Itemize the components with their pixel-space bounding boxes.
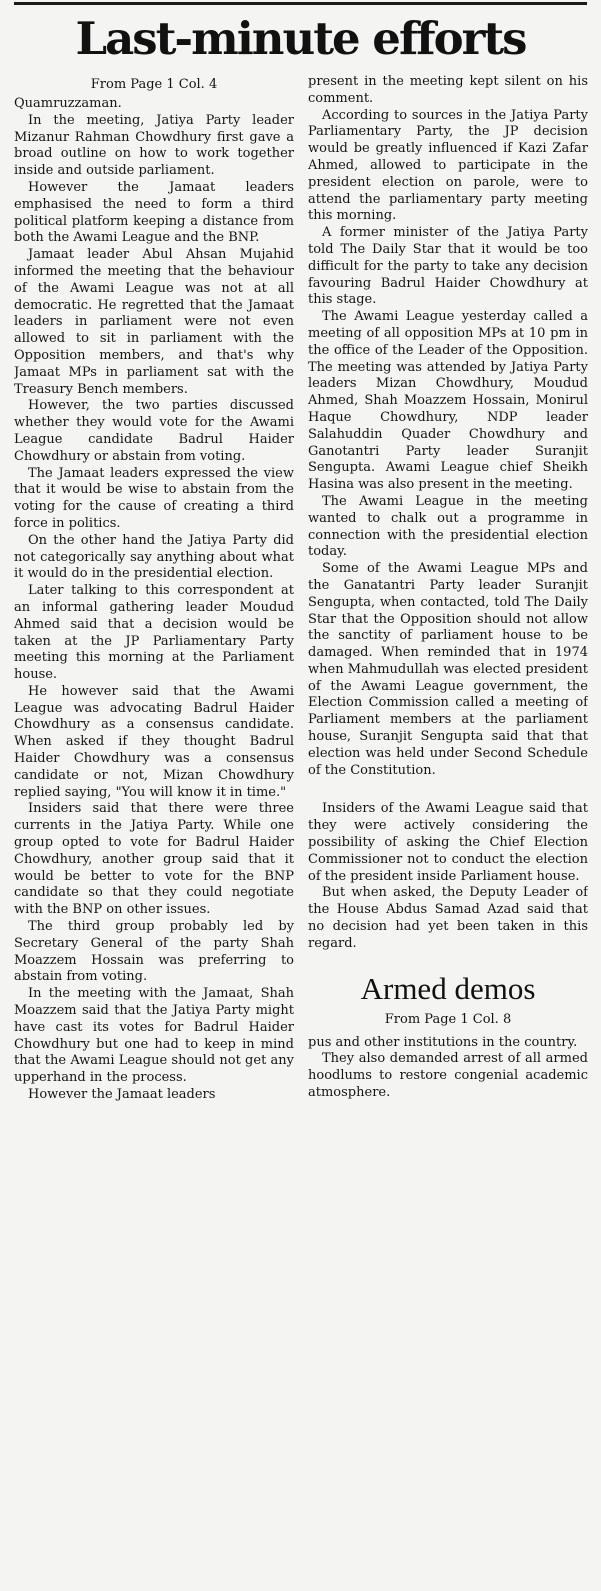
paragraph: Some of the Awami League MPs and the Ganatantri Party leader Suranjit Sengupta, when contacted, told The Daily Star that the Opposition should not allow the sanctity of parliament house to be damaged. When reminded that in 1974 when Mahmudullah was elected president of the Awami League government, the Election Commission called a meeting of Parliament members at the parliament house, Suranjit Sengupta said that that election was held under Second Schedule of the Constitution. (308, 561, 588, 778)
paragraph: On the other hand the Jatiya Party did not categorically say anything about what it would do in the presidential election. (14, 532, 294, 582)
paragraph: A former minister of the Jatiya Party told The Daily Star that it would be too difficult for the party to take any decision favouring Badrul Haider Chowdhury at this stage. (308, 225, 588, 308)
jump-line: From Page 1 Col. 4 (90, 77, 218, 92)
column-gap (308, 779, 588, 801)
paragraph: In the meeting with the Jamaat, Shah Moazzem said that the Jatiya Party might have cast its votes for Badrul Haider Chowdhury but one had to keep in mind that the Awami League should not get any upperhand in the process. (14, 986, 294, 1086)
sidebar-story-jump-line: From Page 1 Col. 8 (384, 1011, 512, 1027)
paragraph: The Jamaat leaders expressed the view that it would be wise to abstain from the voting for the cause of creating a third force in politics. (14, 465, 294, 531)
paragraph: Quamruzzaman. (14, 96, 122, 111)
headline: Last-minute efforts (75, 12, 526, 65)
paragraph: He however said that the Awami League was advocating Badrul Haider Chowdhury as a consensus candidate. When asked if they thought Badrul Haider Chowdhury was a consensus candidate or not, Mizan Chowdhury replied saying, "You will know it in time." (14, 683, 294, 800)
paragraph: According to sources in the Jatiya Party Parliamentary Party, the JP decision would be greatly influenced if Kazi Zafar Ahmed, allowed to participate in the president election on parole, were to attend the parliamentary party meeting this morning. (308, 107, 588, 224)
paragraph: The Awami League yesterday called a meeting of all opposition MPs at 10 pm in the office of the Leader of the Opposition. The meeting was attended by Jatiya Party leaders Mizan Chowdhury, Moudud Ahmed, Shah Moazzem Hossain, Monirul Haque Chowdhury, NDP leader Salahuddin Quader Chowdhury and Ganotantri Party leader Suranjit Sengupta. Awami League chief Sheikh Hasina was also present in the meeting. (308, 309, 588, 493)
paragraph: The Awami League in the meeting wanted to chalk out a programme in connection with the presidential election today. (308, 493, 588, 560)
column-right (308, 74, 588, 1584)
sidebar-story-headline: Armed demos (360, 970, 536, 1006)
paragraph: present in the meeting kept silent on his comment. (308, 74, 588, 106)
column-left (14, 74, 294, 1584)
paragraph: In the meeting, Jatiya Party leader Mizanur Rahman Chowdhury first gave a broad outline on how to work together inside and outside parliament. (14, 112, 294, 179)
paragraph: However the Jamaat leaders emphasised the need to form a third political platform keeping a distance from both the Awami League and the BNP. (14, 179, 294, 246)
paragraph: pus and other institutions in the country. (308, 1034, 578, 1050)
paragraph: Later talking to this correspondent at an informal gathering leader Moudud Ahmed said that a decision would be taken at the JP Parliamentary Party meeting this morning at the Parliament house. (14, 583, 294, 683)
paragraph: However the Jamaat leaders (28, 1087, 216, 1103)
paragraph: Insiders said that there were three currents in the Jatiya Party. While one group opted to vote for Badrul Haider Chowdhury, another group said that it would be better to vote for the BNP candidate so that they could negotiate with the BNP on other issues. (14, 801, 294, 918)
paragraph: However, the two parties discussed whether they would vote for the Awami League candidate Badrul Haider Chowdhury or abstain from voting. (14, 398, 294, 464)
paragraph: Jamaat leader Abul Ahsan Mujahid informed the meeting that the behaviour of the Awami League was not at all democratic. He regretted that the Jamaat leaders in parliament were not even allowed to sit in parliament with the Opposition members, and that's why Jamaat MPs in parliament sat with the Treasury Bench members. (14, 247, 294, 397)
paragraph: They also demanded arrest of all armed hoodlums to restore congenial academic atmosphere. (308, 1051, 588, 1101)
paragraph: The third group probably led by Secretary General of the party Shah Moazzem Hossain was preferring to abstain from voting. (14, 919, 294, 985)
article-columns (14, 74, 588, 1584)
top-rule (14, 2, 587, 5)
paragraph: Insiders of the Awami League said that they were actively considering the possibility of asking the Chief Election Commissioner not to conduct the election of the president inside Parliament house. (308, 801, 588, 884)
paragraph: But when asked, the Deputy Leader of the House Abdus Samad Azad said that no decision had yet been taken in this regard. (308, 885, 588, 951)
